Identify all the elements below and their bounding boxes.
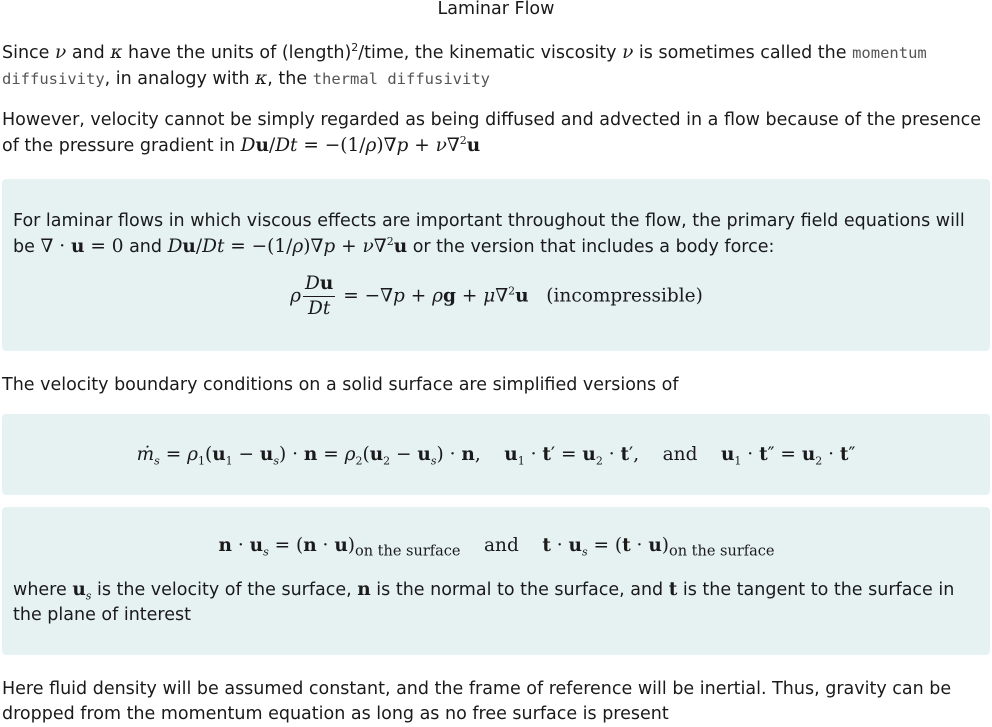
jump-conditions-equation: ṁ$_s$ = $\rho_1(u_1 - u_s) \cdot n = \rho_2(u_2 - u_s) \cdot n$, $u_1 \cdot t' = u_2 \cdot t'$, and $u_1 \cdot t'' = u_2 \cdot t''$ xyxy=(136,444,856,468)
page-title: Laminar Flow xyxy=(437,0,555,19)
incompressible-label: (incompressible) xyxy=(546,285,703,307)
paragraph-boundary-conditions: The velocity boundary conditions on a solid surface are simplified versions of xyxy=(2,375,679,395)
symbol-kappa: κ xyxy=(110,42,123,63)
navier-stokes-equation: ρ $\frac{Du}{Dt}$ = −∇p + ρg + μ∇$^2$u (incompressible) xyxy=(290,273,703,319)
paragraph-pressure-gradient: However, velocity cannot be simply regarded as being diffused and advected in a flow because of the presence of the pressure gradient in Du/Dt = −(1/ρ)∇p + ν∇$^2$u xyxy=(2,110,982,156)
paragraph-diffusivity: Since ν and κ have the units of (length)$^2$/time, the kinematic viscosity ν is sometimes called the momentum diffusivity, in analogy with κ, the thermal diffusivity xyxy=(2,41,927,89)
term-momentum-diffusivity: momentum diffusivity xyxy=(2,44,927,88)
inline-equation-momentum: Du/Dt = −(1/ρ)∇p + ν∇$^2$u xyxy=(240,133,481,156)
surface-conditions-box xyxy=(2,507,990,655)
paragraph-assumptions: Here fluid density will be assumed constant, and the frame of reference will be inertial. Thus, gravity can be dropped from the momentum equation as long as no free surface is present xyxy=(2,679,952,724)
surface-conditions-text: where $u_s$ is the velocity of the surface, n is the normal to the surface, and t is the tangent to the surface in the plane of interest xyxy=(13,579,955,625)
jump-conditions-box xyxy=(2,414,990,495)
surface-conditions-equation: $n \cdot u_s = (n \cdot u)_{on the surface}$ and $t \cdot u_s = (t \cdot u)_{on the surface}$ xyxy=(218,535,775,560)
symbol-nu: ν xyxy=(55,42,67,63)
inline-equation-continuity: ∇ · u = 0 xyxy=(40,236,124,257)
field-equations-text: For laminar flows in which viscous effects are important throughout the flow, the primary field equations will be ∇ · u = 0 and Du/Dt = −(1/ρ)∇p + ν∇$^2$u or the version that includes a body force: xyxy=(13,211,965,257)
field-equations-box xyxy=(2,179,990,351)
term-thermal-diffusivity: thermal diffusivity xyxy=(312,70,490,88)
